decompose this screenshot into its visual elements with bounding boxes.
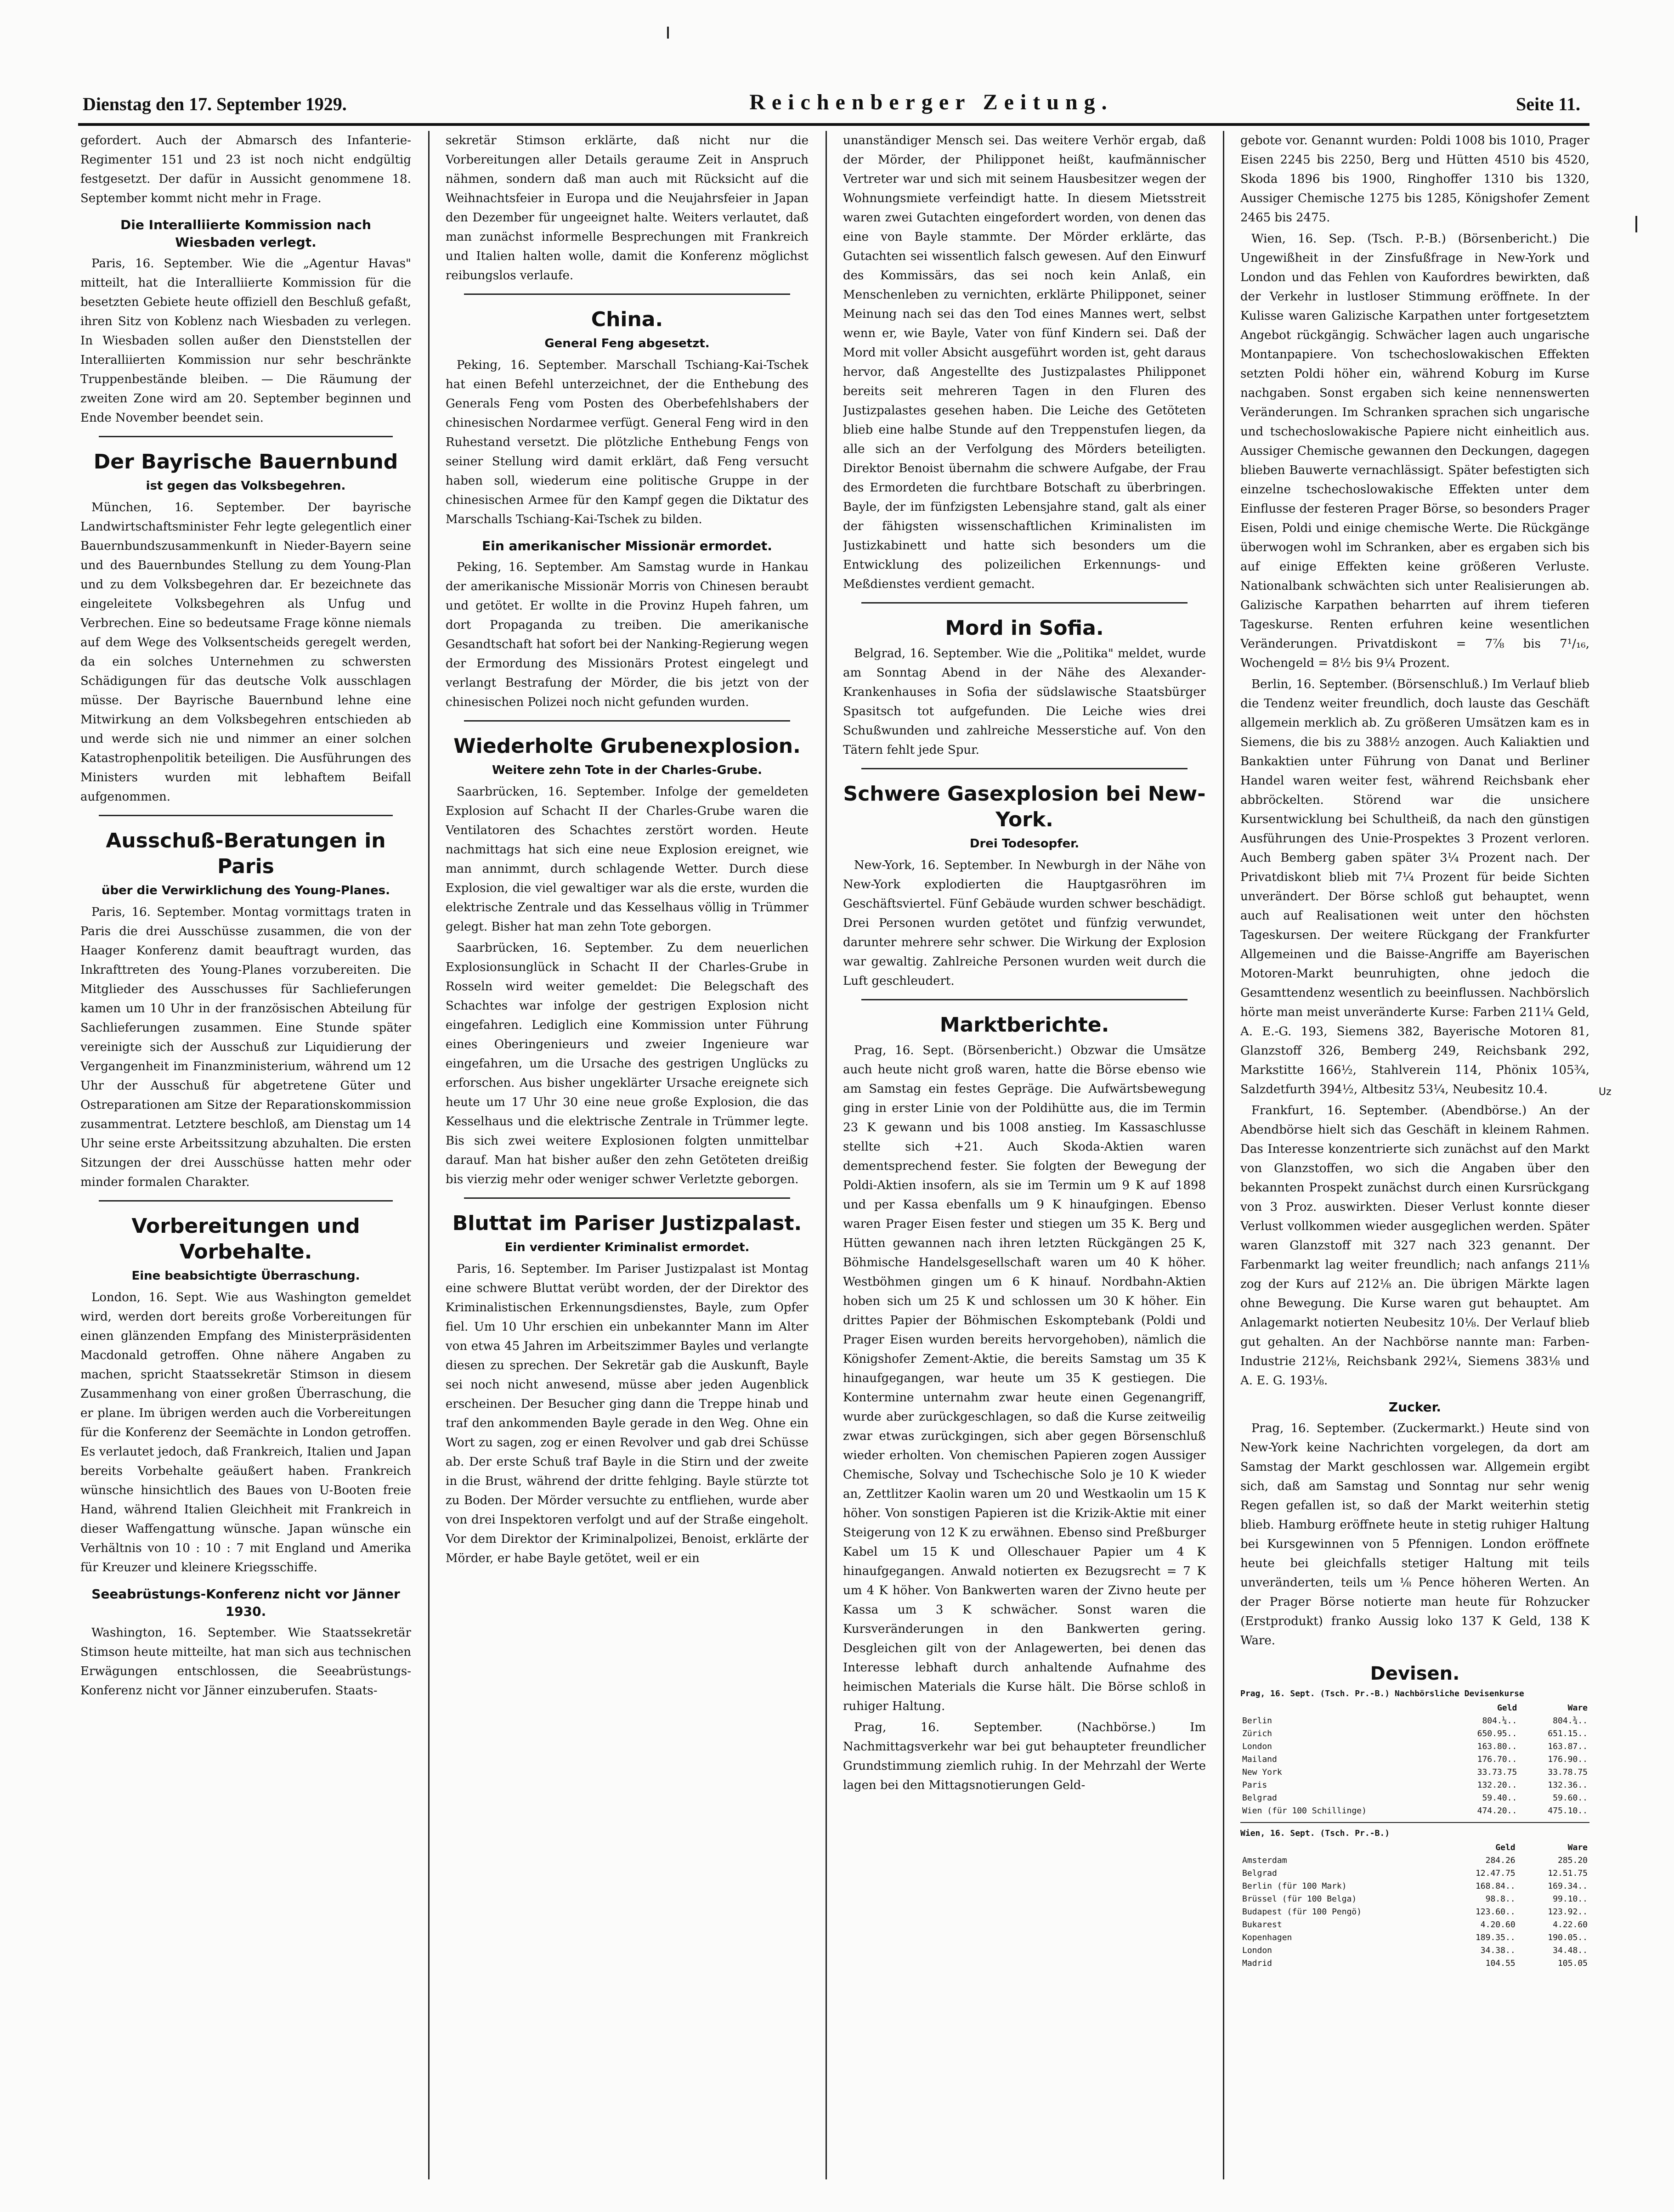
table-row [1240, 1715, 1589, 1727]
table-row [1240, 1792, 1589, 1805]
table-caption: Wien, 16. Sept. (Tsch. Pr.-B.) [1240, 1828, 1390, 1838]
subheadline: General Feng abgesetzt. [544, 337, 710, 350]
headline: Wiederholte Grubenexplosion. [453, 734, 801, 758]
margin-mark [1635, 216, 1637, 232]
headline: Mord in Sofia. [945, 616, 1104, 640]
rate-geld: 168.84.. [1475, 1881, 1516, 1891]
column-header [1240, 1702, 1448, 1715]
rate-ware: 651.15.. [1548, 1729, 1588, 1738]
article-text: unanständiger Mensch sei. Das weitere Verhör ergab, daß der Mörder, der Philipponet heißt, kaufmännischer Vertreter war und sich mit seinem Hausbesitzer wegen der Wohnungsmiete verfeindigt hatte. In diesem Mietsstreit waren zwei Gutachten eingefordert worden, von denen das eine von Bayle stammte. Der Mörder erklärte, das Gutachten sei wissentlich falsch gewesen. Auf den Einwurf des Kommissärs, das sei noch kein Anlaß, ein Menschenleben zu vernichten, erklärte Philipponet, seiner Meinung nach sei das den Tod eines Mannes wert, selbst wenn er, wie Bayle, Vater von fünf Kindern sei. Daß der Mord mit voller Absicht ausgeführt worden ist, geht daraus hervor, daß Angestellte des Justizpalastes Philipponet bereits seit mehreren Tagen in den Fluren des Justizpalastes gesehen haben. Die Leiche des Getöteten blieb eine halbe Stunde auf den Treppenstufen liegen, da alle sich an der Verfolgung des Mörders beteiligten. Direktor Benoist übernahm die schwere Aufgabe, der Frau des Ermordeten die furchtbare Botschaft zu überbringen. Bayle, der im fünfzigsten Lebensjahre stand, galt als einer der fähigsten wissenschaftlichen Kriminalisten im Justizkabinett und hatte sich besonders um die Entwicklung des polizeilichen Erkennungs- und Meßdienstes verdient gemacht. [843, 134, 1206, 591]
scan-mark [667, 27, 669, 39]
masthead-rule [78, 123, 1589, 126]
subheadline: ist gegen das Volksbegehren. [146, 479, 346, 493]
section-title: Marktberichte. [939, 1013, 1109, 1037]
rate-ware: 285.20 [1557, 1856, 1588, 1865]
rate-geld: 4.20.60 [1480, 1920, 1516, 1930]
article-text: gefordert. Auch der Abmarsch des Infanterie-Regimenter 151 und 23 ist noch nicht endgültig festgesetzt. Der dafür in Aussicht genommene 18. September kommt nicht mehr in Frage. [80, 134, 411, 205]
table-row [1240, 1753, 1589, 1766]
table-row [1240, 1880, 1589, 1893]
table-row [1240, 1727, 1589, 1740]
table-row [1240, 1893, 1589, 1906]
article-text: Paris, 16. September. Im Pariser Justizpalast ist Montag eine schwere Bluttat verübt worden, der der Direktor des Kriminalistischen Erkennungsdienstes, Bayle, zum Opfer fiel. Um 10 Uhr erschien ein unbekannter Mann im Alter von etwa 45 Jahren im Arbeitszimmer Bayles und verlangte diesen zu sprechen. Der Sekretär gab die Auskunft, Bayle sei noch nicht anwesend, müsse aber jeden Augenblick erscheinen. Der Besucher ging dann die Treppe hinab und traf den ankommenden Bayle gerade in den Weg. Ohne ein Wort zu sagen, zog er einen Revolver und gab drei Schüsse ab. Der erste Schuß traf Bayle in die Stirn und der zweite in die Brust, während der dritte fehlging. Bayle stürzte tot zu Boden. Der Mörder versuchte zu entfliehen, wurde aber von drei Inspektoren verfolgt und auf der Straße eingeholt. Vor dem Direktor der Kriminalpolizei, Benoist, erklärte der Mörder, er habe Bayle getötet, weil er ein [446, 1262, 809, 1565]
headline: Schwere Gasexplosion bei New-York. [843, 782, 1206, 831]
subheadline: Ein verdienter Kriminalist ermordet. [504, 1241, 750, 1254]
column-header: Ware [1567, 1703, 1588, 1713]
subheadline: Eine beabsichtigte Überraschung. [131, 1269, 360, 1283]
table-row [1240, 1854, 1589, 1867]
rate-geld: 189.35.. [1475, 1933, 1516, 1942]
currency-name: Madrid [1242, 1958, 1272, 1968]
divider [464, 1197, 790, 1199]
subheadline: über die Verwirklichung des Young-Planes. [102, 884, 390, 897]
article-text: Berlin, 16. September. (Börsenschluß.) Im Verlauf blieb die Tendenz weiter freundlich, doch lauste das Geschäft allgemein merklich ab. Zu größeren Umsätzen kam es in Siemens, die bis zu 388½ anzogen. Auch Kaliaktien und Bankaktien unter Führung von Danat und Berliner Handel waren weiter fest, während Reichsbank eher abbröckelten. Störend war die unsichere Kursentwicklung bei Schultheiß, da nach den günstigen Ausführungen des Unie-Prospektes 3 Prozent verloren. Auch Bemberg gaben später 3¼ Prozent nach. Der Privatdiskont blieb mit 7¼ Prozent für beide Sichten unverändert. Der Börse schloß gut behauptet, wenn auch auf Realisationen weit unter den höchsten Tageskursen. Der weitere Rückgang der Frankfurter Allgemeinen und die Baisse-Angriffe am Bayerischen Motoren-Markt beunruhigten, ohne jedoch die Gesamttendenz wesentlich zu beeinflussen. Nachbörslich hörte man meist unveränderte Kurse: Farben 211¼ Geld, A. E.-G. 193, Siemens 382, Bayerische Motoren 81, Glanzstoff 326, Bemberg 249, Reichsbank 292, Markstitte 166½, Stahlverein 114, Phönix 105¾, Salzdetfurth 394½, Altbesitz 53¼, Neubesitz 10.4. [1240, 677, 1589, 1096]
currency-name: Berlin [1242, 1716, 1272, 1726]
currency-name: Belgrad [1242, 1868, 1277, 1878]
article-text: Belgrad, 16. September. Wie die „Politika" meldet, wurde am Sonntag Abend in der Nähe des Alexander-Krankenhauses in Sofia der südslawische Staatsbürger Spasitsch tot aufgefunden. Die Leiche wies drei Schußwunden und zahlreiche Messerstiche auf. Von den Tätern fehlt jede Spur. [843, 647, 1206, 757]
rate-ware: 34.48.. [1553, 1946, 1588, 1955]
table-header-row [1240, 1702, 1589, 1715]
issue-date: Dienstag den 17. September 1929. [83, 94, 347, 114]
rate-ware: 99.10.. [1553, 1894, 1588, 1904]
column-header: Ware [1567, 1843, 1588, 1852]
currency-name: London [1242, 1742, 1272, 1751]
column-rule [428, 131, 430, 2179]
currency-name: London [1242, 1946, 1272, 1955]
article-text: Paris, 16. September. Wie die „Agentur Havas" mitteilt, hat die Interalliierte Kommission für die besetzten Gebiete heute offiziell den Beschluß gefaßt, ihren Sitz von Koblenz nach Wiesbaden zu verlegen. In Wiesbaden sollen außer den Dienststellen der Interalliierten Kommission nur sehr beschränkte Truppenbestände bleiben. — Die Räumung der zweiten Zone wird am 20. September beginnen und Ende November beendet sein. [80, 257, 411, 425]
rate-ware: 4.22.60 [1553, 1920, 1588, 1930]
article-text: Prag, 16. September. (Zuckermarkt.) Heute sind von New-York keine Nachrichten vorgelegen, da dort am Samstag der Markt geschlossen war. Allgemein ergibt sich, daß am Samstag und Sonntag nur sehr wenig Regen gefallen ist, so daß der Markt weiterhin stetig blieb. Hamburg eröffnete heute in stetig ruhiger Haltung bei Kursgewinnen von 5 Pfennigen. London eröffnete heute bei gleichfalls stetiger Haltung mit teils unveränderten, teils um ⅛ Pence höheren Werten. An der Prager Börse notierte man heute für Rohzucker (Erstprodukt) franko Aussig loko 137 K Geld, 138 K Ware. [1240, 1422, 1589, 1648]
section-title: Zucker. [1388, 1399, 1442, 1415]
divider [861, 768, 1188, 769]
rate-ware: 123.92.. [1548, 1907, 1588, 1917]
column-header: Geld [1495, 1843, 1516, 1852]
article-text: Washington, 16. September. Wie Staatssekretär Stimson heute mitteilte, hat man sich aus technischen Erwägungen entschlossen, die Seeabrüstungs-Konferenz nicht vor Jänner einzuberufen. Staats- [80, 1626, 411, 1698]
columns [80, 131, 1587, 2184]
divider [464, 720, 790, 722]
article-text: Saarbrücken, 16. September. Zu dem neuerlichen Explosionsunglück in Schacht II der Charles-Grube in Rosseln wird weiter gemeldet: Die Belegschaft des Schachtes war infolge der gestrigen Explosion nicht eingefahren. Lediglich eine Kommission unter Führung eines Oberingenieurs und zweier Ingenieure war eingefahren, um die Ursache des gestrigen Unglücks zu erforschen. Aus bisher ungeklärter Ursache ereignete sich heute um 17 Uhr 30 eine neue große Explosion, die das Kesselhaus und die elektrische Zentrale in Trümmer legte. Bis sich zwei weitere Explosionen folgten unmittelbar darauf. Man hat bisher außer den zehn Getöteten dreißig bis vierzig mehr oder weniger schwer Verletzte geborgen. [446, 941, 809, 1186]
rate-ware: 163.87.. [1548, 1742, 1588, 1751]
table-row [1240, 1944, 1589, 1957]
rate-geld: 34.38.. [1480, 1946, 1516, 1955]
table-body [1240, 1854, 1589, 1970]
currency-name: Paris [1242, 1780, 1267, 1790]
article-text: Paris, 16. September. Montag vormittags traten in Paris die drei Ausschüsse zusammen, die von der Haager Konferenz damit beauftragt wurden, das Inkrafttreten des Young-Planes vorzubereiten. Die Mitglieder des Ausschusses für Sachlieferungen kamen um 10 Uhr in der französischen Abteilung für Sachlieferungen zusammen. Eine Stunde später vereinigte sich der Ausschuß zur Liquidierung der Vergangenheit im Finanzministerium, während um 12 Uhr der Ausschuß für abgetretene Güter und Ostreparationen am Sitze der Reparationskommission zusammentrat. Letztere beschloß, am Dienstag um 14 Uhr seine erste Arbeitssitzung abzuhalten. Die ersten Sitzungen der drei Ausschüsse hatten mehr oder minder formalen Charakter. [80, 905, 411, 1189]
rate-geld: 59.40.. [1482, 1793, 1517, 1803]
article-text: sekretär Stimson erklärte, daß nicht nur die Vorbereitungen aller Details geraume Zeit in Anspruch nähmen, sondern daß man auch mit Rücksicht auf die Weihnachtsfeier in Europa und die Neujahrsfeier in Japan den Dezember für ungeeignet halte. Weiters verlautet, daß man zunächst informelle Besprechungen mit Frankreich und Italien halten wolle, damit die Konferenz möglichst reibungslos verlaufe. [446, 134, 809, 282]
headline: Seeabrüstungs-Konferenz nicht vor Jänner 1930. [91, 1586, 400, 1619]
column-1 [80, 131, 411, 2179]
headline: Vorbereitungen und Vorbehalte. [131, 1214, 360, 1264]
rate-ware: 132.36.. [1548, 1780, 1588, 1790]
table-row [1240, 1919, 1589, 1931]
rate-ware: 169.34.. [1548, 1881, 1588, 1891]
headline: Die Interalliierte Kommission nach Wiesbaden verlegt. [120, 217, 371, 250]
article-text: Prag, 16. September. (Nachbörse.) Im Nachmittagsverkehr war bei gut behaupteter freundlicher Grundstimmung ziemlich ruhig. In der Mehrzahl der Werte lagen bei den Mittagsnotierungen Geld- [843, 1721, 1206, 1792]
divider [861, 999, 1188, 1000]
divider [464, 293, 790, 295]
table-row [1240, 1931, 1589, 1944]
currency-name: Belgrad [1242, 1793, 1277, 1803]
table-header-row [1240, 1841, 1589, 1854]
article-text: Prag, 16. Sept. (Börsenbericht.) Obzwar die Umsätze auch heute nicht groß waren, hatte die Börse ebenso wie am Samstag ein festes Gepräge. Die Aufwärtsbewegung ging in erster Linie von der Poldihütte aus, die im Termin 23 K gewann und bis 1008 anstieg. Im Kassaschlusse stellte sich +21. Auch Skoda-Aktien waren dementsprechend fester. Sie folgten der Bewegung der Poldi-Aktien insofern, als sie im Termin um 9 K auf 1898 und per Kassa ebenfalls um 9 K hinaufgingen. Ebenso waren Prager Eisen fester und stiegen um 35 K. Berg und Hütten gewannen nach ihren letzten Rückgängen 25 K, Böhmische Handelsgesellschaft waren um 40 K höher. Westböhmen gingen um 6 K hinauf. Nordbahn-Aktien hoben sich um 25 K und schlossen um 30 K höher. Ein drittes Papier der Böhmischen Eskomptebank (Poldi und Prager Eisen wurden bereits hervorgehoben), nämlich die Königshofer Zement-Aktie, die bereits Samstag um 35 K hinaufgegangen, war heute um 35 K gestiegen. Die Kontermine unternahm zwar heute einen Gegenangriff, wurde aber zurückgeschlagen, so daß die Kurse zeitweilig zwar etwas zurückgingen, sich aber gegen Börsenschluß wieder erholten. Von chemischen Papieren zogen Aussiger Chemische, Solvay und Tschechische Solo je 10 K wieder an, Zettlitzer Kaolin waren um 20 und Westkaolin um 15 K höher. Von sonstigen Papieren ist die Krizik-Aktie mit einer Steigerung von 12 K zu erwähnen. Ebenso sind Preßburger Kabel um 15 K und Olleschauer Papier um 4 K hinaufgegangen. Anwald notierten ex Bezugsrecht = 7 K um 4 K höher. Von Bankwerten waren der Zivno heute per Kassa um 3 K schwächer. Sonst waren die Kursveränderungen in den Bankwerten gering. Desgleichen gilt von der Anlagewerten, bei denen das Interesse lebhaft durch anhaltende Aufnahme des heimischen Materials die Kurse hält. Die Börse schloß in ruhiger Haltung. [843, 1044, 1206, 1713]
headline: Bluttat im Pariser Justizpalast. [452, 1212, 802, 1235]
subheadline: Weitere zehn Tote in der Charles-Grube. [492, 763, 763, 777]
rate-ware: 33.78.75 [1548, 1767, 1588, 1777]
rate-ware: 804.¾.. [1553, 1716, 1588, 1726]
rate-ware: 59.60.. [1553, 1793, 1588, 1803]
divider [99, 1200, 393, 1202]
table-row [1240, 1766, 1589, 1779]
article-text: Wien, 16. Sep. (Tsch. P.-B.) (Börsenbericht.) Die Ungewißheit in der Zinsfußfrage in New-York und London und das Fehlen von Kaufordres bewirkten, daß der Verkehr in lustloser Stimmung eröffnete. In der Kulisse waren Galizische Karpathen unter fortgesetztem Angebot rückgängig. Schwächer lagen auch ungarische Montanpapiere. Von tschechoslowakischen Effekten setzten Poldi höher ein, während Koburg im Kurse nachgaben. Sonst ergaben sich keine nennenswerten Veränderungen. Im Schranken sprachen sich ungarische und tschechoslowakische Papiere nicht einheitlich aus. Aussiger Chemische gewannen den Deckungen, dagegen blieben Bauwerte vernachlässigt. Später befestigten sich einzelne tschechoslowakische Effekten unter dem Einflusse der festeren Prager Börse, so besonders Prager Eisen, Poldi und einige chemische Werte. Die Rückgänge überwogen wohl im Schranken, aber es ergaben sich bis auf einige Effekten keine größeren Verluste. Nationalbank schwächten sich unter Realisierungen ab. Galizische Karpathen beharrten auf ihrem tieferen Tageskurse. Renten erfuhren keine wesentlichen Veränderungen. Privatdiskont = 7⅞ bis 7¹/₁₆, Wochengeld = 8½ bis 9¼ Prozent. [1240, 232, 1589, 670]
column-header: Geld [1497, 1703, 1517, 1713]
rate-geld: 123.60.. [1475, 1907, 1516, 1917]
divider [861, 602, 1188, 604]
divider [1240, 1822, 1589, 1823]
rate-geld: 163.80.. [1477, 1742, 1517, 1751]
rate-geld: 98.8.. [1485, 1894, 1516, 1904]
rate-ware: 12.51.75 [1548, 1868, 1588, 1878]
rate-geld: 12.47.75 [1475, 1868, 1516, 1878]
article-text: Frankfurt, 16. September. (Abendbörse.) An der Abendbörse hielt sich das Geschäft in kleinem Rahmen. Das Interesse konzentrierte sich zunächst auf den Markt von Glanzstoffen, wo sich die Angaben über den bekannten Prospekt zunächst durch einen Kursrückgang von 3 Proz. auswirkten. Dieser Verlust konnte dieser Verlust vollkommen wieder ausgeglichen werden. Später waren Glanzstoff mit 327 nach 323 genannt. Der Farbenmarkt lag weiter freundlich; nach anfangs 211⅛ zog der Kurs auf 212⅛ an. Die übrigen Märkte lagen ohne Bewegung. Die Kurse waren gut behauptet. Am Anlagemarkt notierten Neubesitz 10⅛. Der Verlauf blieb gut gehalten. An der Nachbörse nannte man: Farben-Industrie 212⅛, Reichsbank 292¼, Siemens 383⅛ und A. E. G. 193⅛. [1240, 1104, 1589, 1388]
rate-ware: 176.90.. [1548, 1755, 1588, 1764]
headline: Ausschuß-Beratungen in Paris [106, 829, 386, 878]
rate-geld: 176.70.. [1477, 1755, 1517, 1764]
margin-note: Uz [1599, 1086, 1612, 1098]
column-rule [1223, 131, 1224, 2179]
rate-ware: 105.05 [1557, 1958, 1588, 1968]
column-3 [843, 131, 1206, 2179]
rate-geld: 474.20.. [1477, 1806, 1517, 1816]
column-4 [1240, 131, 1589, 2179]
table-row [1240, 1779, 1589, 1792]
currency-name: Kopenhagen [1242, 1933, 1292, 1942]
table-body [1240, 1715, 1589, 1817]
headline: China. [591, 308, 663, 331]
rate-geld: 104.55 [1485, 1958, 1516, 1968]
currency-name: Mailand [1242, 1755, 1277, 1764]
article-text: New-York, 16. September. In Newburgh in der Nähe von New-York explodierten die Hauptgasröhren im Geschäftsviertel. Fünf Gebäude wurden schwer beschädigt. Drei Personen wurden getötet und fünfzig verwundet, darunter mehrere sehr schwer. Die Wirkung der Explosion war gewaltig. Zahlreiche Personen wurden weit durch die Luft geschleudert. [843, 858, 1206, 988]
article-text: München, 16. September. Der bayrische Landwirtschaftsminister Fehr legte gelegentlich einer Bauernbundszusammenkunft in Nieder-Bayern seine und des Bauernbundes Stellung zu dem Young-Plan und zu dem Volksbegehren dar. Er bezeichnete das eingeleitete Volksbegehren als Unfug und Verbrechen. Eine so bedeutsame Frage könne niemals auf dem Wege des Volksentscheids geregelt werden, da ein solches Unternehmen zu schwersten Schädigungen für das deutsche Volk ausschlagen müsse. Der Bayrische Bauernbund lehne eine Mitwirkung an dem Volksbegehren entschieden ab und werde sich nie und nimmer an einer solchen Katastrophenpolitik beteiligen. Die Ausführungen des Ministers wurden mit lebhaftem Beifall aufgenommen. [80, 501, 411, 804]
currency-name: Budapest (für 100 Pengö) [1242, 1907, 1362, 1917]
page-number: Seite 11. [1516, 94, 1580, 114]
rate-geld: 804.¼.. [1482, 1716, 1517, 1726]
article-text: Peking, 16. September. Marschall Tschiang-Kai-Tschek hat einen Befehl unterzeichnet, der die Enthebung des Generals Feng vom Posten des Oberbefehlshabers der chinesischen Nordarmee verfügt. General Feng wird in den Ruhestand versetzt. Die plötzliche Enthebung Fengs von seiner Stellung wird damit erklärt, daß Feng versucht haben soll, wiederum eine politische Gruppe in der chinesischen Armee für den Kampf gegen die Diktatur des Marschalls Tschiang-Kai-Tschek zu bilden. [446, 358, 809, 526]
currency-table [1240, 1841, 1589, 1970]
currency-name: Zürich [1242, 1729, 1272, 1738]
table-row [1240, 1805, 1589, 1817]
currency-table [1240, 1702, 1589, 1817]
rate-geld: 650.95.. [1477, 1729, 1517, 1738]
newspaper-title: Reichenberger Zeitung. [749, 90, 1114, 114]
rate-geld: 132.20.. [1477, 1780, 1517, 1790]
table-row [1240, 1906, 1589, 1919]
table-row [1240, 1867, 1589, 1880]
article-text: gebote vor. Genannt wurden: Poldi 1008 bis 1010, Prager Eisen 2245 bis 2250, Berg und Hütten 4510 bis 4520, Skoda 1896 bis 1900, Ringhoffer 1310 bis 1320, Aussiger Chemische 1275 bis 1285, Königshofer Zement 2465 bis 2475. [1240, 134, 1589, 225]
table-caption: Prag, 16. Sept. (Tsch. Pr.-B.) Nachbörsliche Devisenkurse [1240, 1689, 1524, 1698]
rate-ware: 190.05.. [1548, 1933, 1588, 1942]
currency-name: Bukarest [1242, 1920, 1282, 1930]
rate-geld: 284.26 [1485, 1856, 1516, 1865]
divider [99, 815, 393, 816]
rate-ware: 475.10.. [1548, 1806, 1588, 1816]
table-row [1240, 1957, 1589, 1970]
rate-geld: 33.73.75 [1477, 1767, 1517, 1777]
currency-name: Berlin (für 100 Mark) [1242, 1881, 1347, 1891]
currency-name: New York [1242, 1767, 1282, 1777]
article-text: Saarbrücken, 16. September. Infolge der gemeldeten Explosion auf Schacht II der Charles-Grube waren die Ventilatoren des Schachtes zerstört worden. Heute nachmittags hat sich eine neue Explosion ereignet, wie man annimmt, durch schlagende Wetter. Durch diese Explosion, die viel gewaltiger war als die erste, wurden die elektrische Zentrale und das Kesselhaus völlig in Trümmer gelegt. Bisher hat man zehn Tote geborgen. [446, 785, 809, 934]
currency-name: Amsterdam [1242, 1856, 1287, 1865]
subheadline: Drei Todesopfer. [969, 837, 1080, 851]
headline: Der Bayrische Bauernbund [93, 450, 398, 474]
table-row [1240, 1740, 1589, 1753]
currency-name: Wien (für 100 Schillinge) [1242, 1806, 1367, 1816]
article-text: Peking, 16. September. Am Samstag wurde in Hankau der amerikanische Missionär Morris von Chinesen beraubt und getötet. Er wollte in die Provinz Hupeh fahren, um dort Propaganda zu treiben. Die amerikanische Gesandtschaft hat sofort bei der Nanking-Regierung wegen der Ermordung des Missionärs Protest eingelegt und verlangt Bestrafung der Mörder, die bis jetzt von der chinesischen Polizei noch nicht gefunden wurden. [446, 560, 809, 709]
section-title: Devisen. [1370, 1663, 1460, 1684]
article-text: London, 16. Sept. Wie aus Washington gemeldet wird, werden dort bereits große Vorbereitungen für einen glänzenden Empfang des Ministerpräsidenten Macdonald getroffen. Ohne nähere Angaben zu machen, spricht Staatssekretär Stimson in diesem Zusammenhang von einer großen Überraschung, die er plane. Im übrigen werden auch die Vorbereitungen für die Konferenz der Seemächte in London getroffen. Es verlautet jedoch, daß Frankreich, Italien und Japan bereits Vorbehalte geäußert haben. Frankreich wünsche hinsichtlich des Baues von U-Booten freie Hand, während Italien Gleichheit mit Frankreich in dieser Waffengattung wünsche. Japan wünsche ein Verhältnis von 10 : 10 : 7 mit England und Amerika für Kreuzer und kleinere Kriegsschiffe. [80, 1291, 411, 1574]
column-rule [826, 131, 827, 2179]
headline: Ein amerikanischer Missionär ermordet. [482, 538, 772, 553]
column-2 [446, 131, 809, 2179]
column-header [1240, 1841, 1445, 1854]
currency-name: Brüssel (für 100 Belga) [1242, 1894, 1357, 1904]
masthead [83, 83, 1580, 115]
divider [99, 436, 393, 437]
